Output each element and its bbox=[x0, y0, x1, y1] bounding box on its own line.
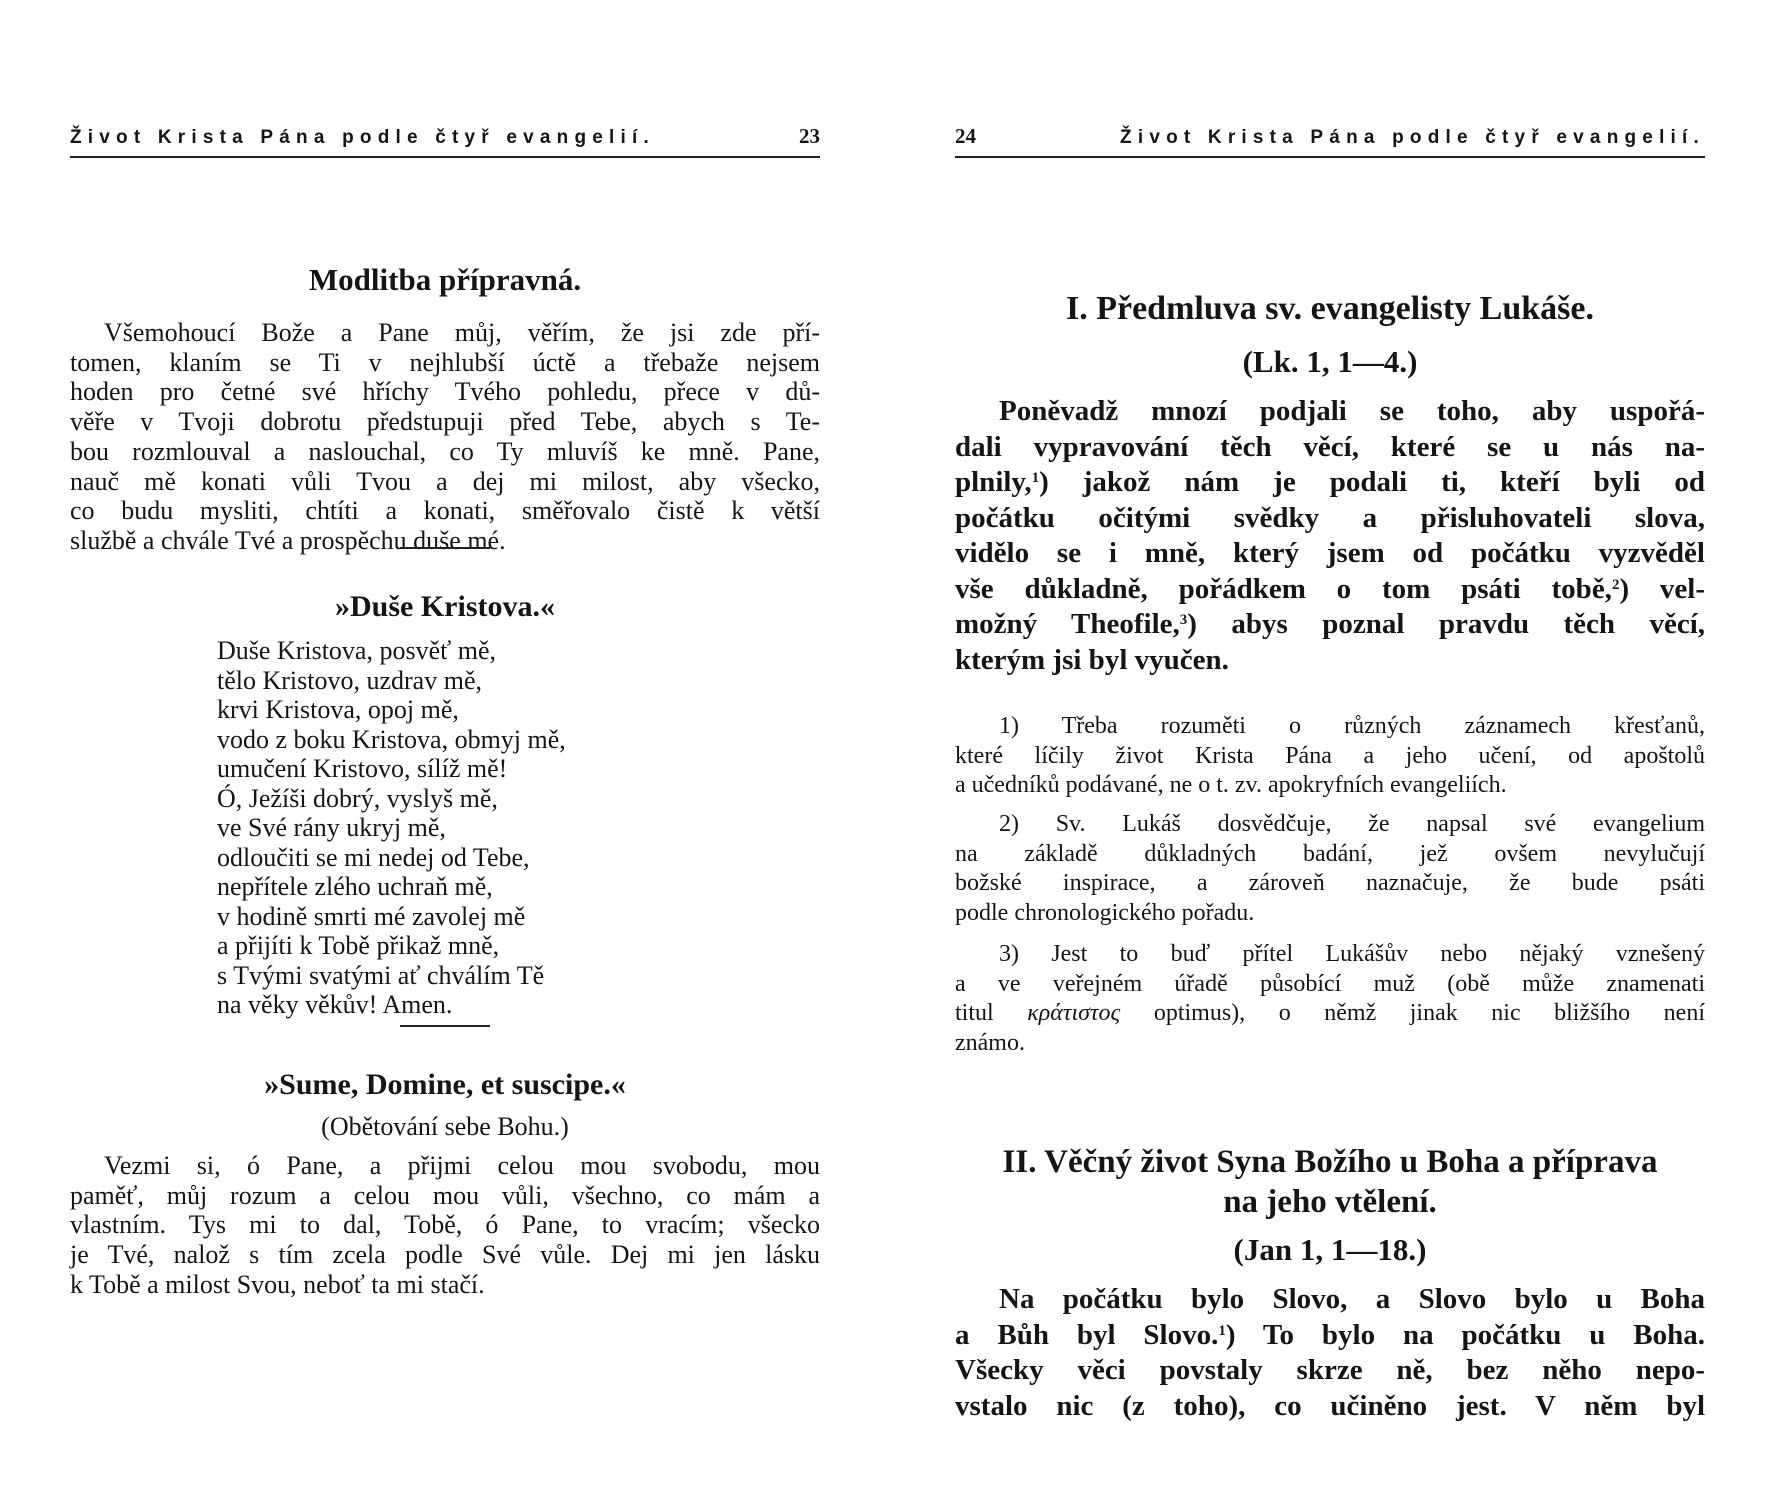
page-number-left: 23 bbox=[799, 124, 820, 148]
text-line: a Bůh byl Slovo.$^1$) To bylo na počátku u Boha. bbox=[955, 1318, 1705, 1351]
poem-line: ve Své rány ukryj mě, bbox=[217, 813, 446, 842]
text-line: paměť, můj rozum a celou mou vůli, všechno, co mám a bbox=[70, 1180, 820, 1210]
footnote-ref: 1 bbox=[1031, 470, 1040, 486]
section-reference-lk: (Lk. 1, 1—4.) bbox=[1242, 344, 1418, 379]
text-line: Vezmi si, ó Pane, a přijmi celou mou svobodu, mou bbox=[104, 1151, 820, 1180]
text-line: na základě důkladných badání, jež ovšem nevylučují bbox=[955, 840, 1705, 867]
gospel-text-jan bbox=[955, 1282, 1705, 1424]
prayer-title-modlitba: Modlitba přípravná. bbox=[308, 262, 582, 297]
text-line: vidělo se i mně, který jsem od počátku vyzvěděl bbox=[955, 537, 1705, 569]
right-page bbox=[955, 0, 1705, 1500]
prayer-title-duse-kristova: »Duše Kristova.« bbox=[335, 590, 555, 623]
footnote-2 bbox=[955, 810, 1705, 928]
running-title-right: Život Krista Pána podle čtyř evangelií. bbox=[1120, 127, 1705, 148]
text-line: božské inspirace, a zároveň naznačuje, že bude psáti bbox=[955, 870, 1705, 896]
text-line: titul κράτιστος optimus), o němž jinak nic bližšího není bbox=[955, 1000, 1705, 1026]
text-line: kterým jsi byl vyučen. bbox=[955, 643, 1229, 676]
text-line: hoden pro četné své hříchy Tvého pohledu, přece v dů- bbox=[70, 377, 820, 407]
prayer-title-sume-domine: »Sume, Domine, et suscipe.« bbox=[264, 1068, 626, 1101]
text-line: které líčily život Krista Pána a jeho učení, od apoštolů bbox=[955, 742, 1705, 769]
text-line: a učedníků podávané, ne o t. zv. apokryfních evangeliích. bbox=[955, 772, 1507, 798]
text-line: a ve veřejném úřadě působící muž (obě může znamenati bbox=[955, 970, 1705, 997]
text-line: dali vypravování těch věcí, které se u nás na- bbox=[955, 430, 1705, 463]
text-line: nauč mě konati vůli Tvou a dej mi milost, aby všecko, bbox=[70, 466, 820, 496]
poem-line: vodo z boku Kristova, obmyj mě, bbox=[217, 724, 566, 754]
running-title-left: Život Krista Pána podle čtyř evangelií. bbox=[70, 127, 655, 148]
text-line: možný Theofile,$^3$) abys poznal pravdu těch věcí, bbox=[955, 608, 1705, 640]
running-head-right bbox=[955, 124, 1705, 149]
section-reference-jan: (Jan 1, 1—18.) bbox=[1233, 1232, 1427, 1267]
text-line: plnily,$^1$) jakož nám je podali ti, kteří byli od bbox=[955, 466, 1705, 498]
footnote-ref: 1 bbox=[1218, 1322, 1226, 1339]
text-line: tomen, klaním se Ti v nejhlubší úctě a třebaže nejsem bbox=[70, 347, 820, 377]
poem-line: nepřítele zlého uchraň mě, bbox=[217, 872, 493, 901]
text-line: Všemohoucí Bože a Pane můj, věřím, že jsi zde pří- bbox=[104, 318, 820, 347]
poem-line: odloučiti se mi nedej od Tebe, bbox=[217, 842, 530, 872]
left-page bbox=[70, 0, 820, 1500]
poem-line: tělo Kristovo, uzdrav mě, bbox=[217, 665, 482, 695]
text-line: bou rozmlouval a naslouchal, co Ty mluvíš ke mně. Pane, bbox=[70, 436, 820, 466]
separator-rule bbox=[400, 547, 490, 549]
prayer-text-sume-domine bbox=[70, 1151, 820, 1300]
text-line: 3) Jest to buď přítel Lukášův nebo nějaký vznešený bbox=[999, 941, 1705, 967]
header-rule-right bbox=[955, 156, 1705, 158]
greek-word: κράτιστος bbox=[1027, 1000, 1121, 1026]
text-line: počátku očitými svědky a přisluhovateli slova, bbox=[955, 501, 1705, 534]
prayer-text-modlitba bbox=[70, 318, 820, 556]
poem-line: a přijíti k Tobě přikaž mně, bbox=[217, 931, 500, 960]
text-line: Na počátku bylo Slovo, a Slovo bylo u Boha bbox=[999, 1283, 1705, 1315]
page-number-right: 24 bbox=[955, 124, 976, 148]
poem-line: umučení Kristovo, sílíž mě! bbox=[217, 754, 508, 783]
text-line: věře v Tvoji dobrotu předstupuji před Tebe, abych s Te- bbox=[70, 407, 820, 437]
poem-line: na věky věkův! Amen. bbox=[217, 990, 453, 1019]
poem-line: v hodině smrti mé zavolej mě bbox=[217, 901, 526, 931]
footnote-ref: 3 bbox=[1179, 612, 1188, 628]
poem-line: Duše Kristova, posvěť mě, bbox=[217, 636, 497, 665]
text-line: vlastním. Tys mi to dal, Tobě, ó Pane, to vracím; všecko bbox=[70, 1210, 820, 1240]
poem-line: s Tvými svatými ať chválím Tě bbox=[217, 960, 545, 990]
text-line: vše důkladně, pořádkem o tom psáti tobě,$^2$) vel- bbox=[955, 572, 1705, 605]
prayer-subtitle: (Obětování sebe Bohu.) bbox=[321, 1112, 569, 1141]
text-line: vstalo nic (z toho), co učiněno jest. V něm byl bbox=[955, 1389, 1705, 1422]
text-line: k Tobě a milost Svou, neboť ta mi stačí. bbox=[70, 1269, 485, 1299]
poem-line: Ó, Ježíši dobrý, vyslyš mě, bbox=[217, 783, 498, 813]
text-line: službě a chvále Tvé a prospěchu duše mé. bbox=[70, 525, 506, 555]
text-line: známo. bbox=[955, 1029, 1025, 1056]
footnote-ref: 2 bbox=[1611, 576, 1620, 593]
running-head-left bbox=[70, 124, 820, 149]
poem-line: krvi Kristova, opoj mě, bbox=[217, 695, 459, 724]
footnote-3 bbox=[955, 940, 1705, 1058]
section-title-predmluva: I. Předmluva sv. evangelisty Lukáše. bbox=[1066, 290, 1594, 327]
text-line: 1) Třeba rozuměti o různých záznamech křesťanů, bbox=[999, 713, 1705, 739]
text-line: je Tvé, nalož s tím zcela podle Své vůle. Dej mi jen lásku bbox=[70, 1240, 820, 1270]
text-line: Všecky věci povstaly skrze ně, bez něho nepo- bbox=[955, 1354, 1705, 1386]
section-title-vecny-zivot-line1: II. Věčný život Syna Božího u Boha a příprava bbox=[1002, 1144, 1658, 1180]
section-title-vecny-zivot-line2: na jeho vtělení. bbox=[1223, 1184, 1437, 1220]
separator-rule bbox=[400, 1025, 490, 1027]
prayer-text-duse-kristova bbox=[217, 636, 777, 1020]
text-line: 2) Sv. Lukáš dosvědčuje, že napsal své evangelium bbox=[999, 811, 1705, 837]
text-line: Poněvadž mnozí podjali se toho, aby uspořá- bbox=[999, 395, 1705, 427]
text-line: co budu mysliti, chtíti a konati, směřovalo čistě k větší bbox=[70, 496, 820, 526]
footnote-1 bbox=[955, 712, 1705, 801]
gospel-text-lukas bbox=[955, 394, 1705, 678]
text-line: podle chronologického pořadu. bbox=[955, 899, 1255, 926]
header-rule-left bbox=[70, 156, 820, 158]
